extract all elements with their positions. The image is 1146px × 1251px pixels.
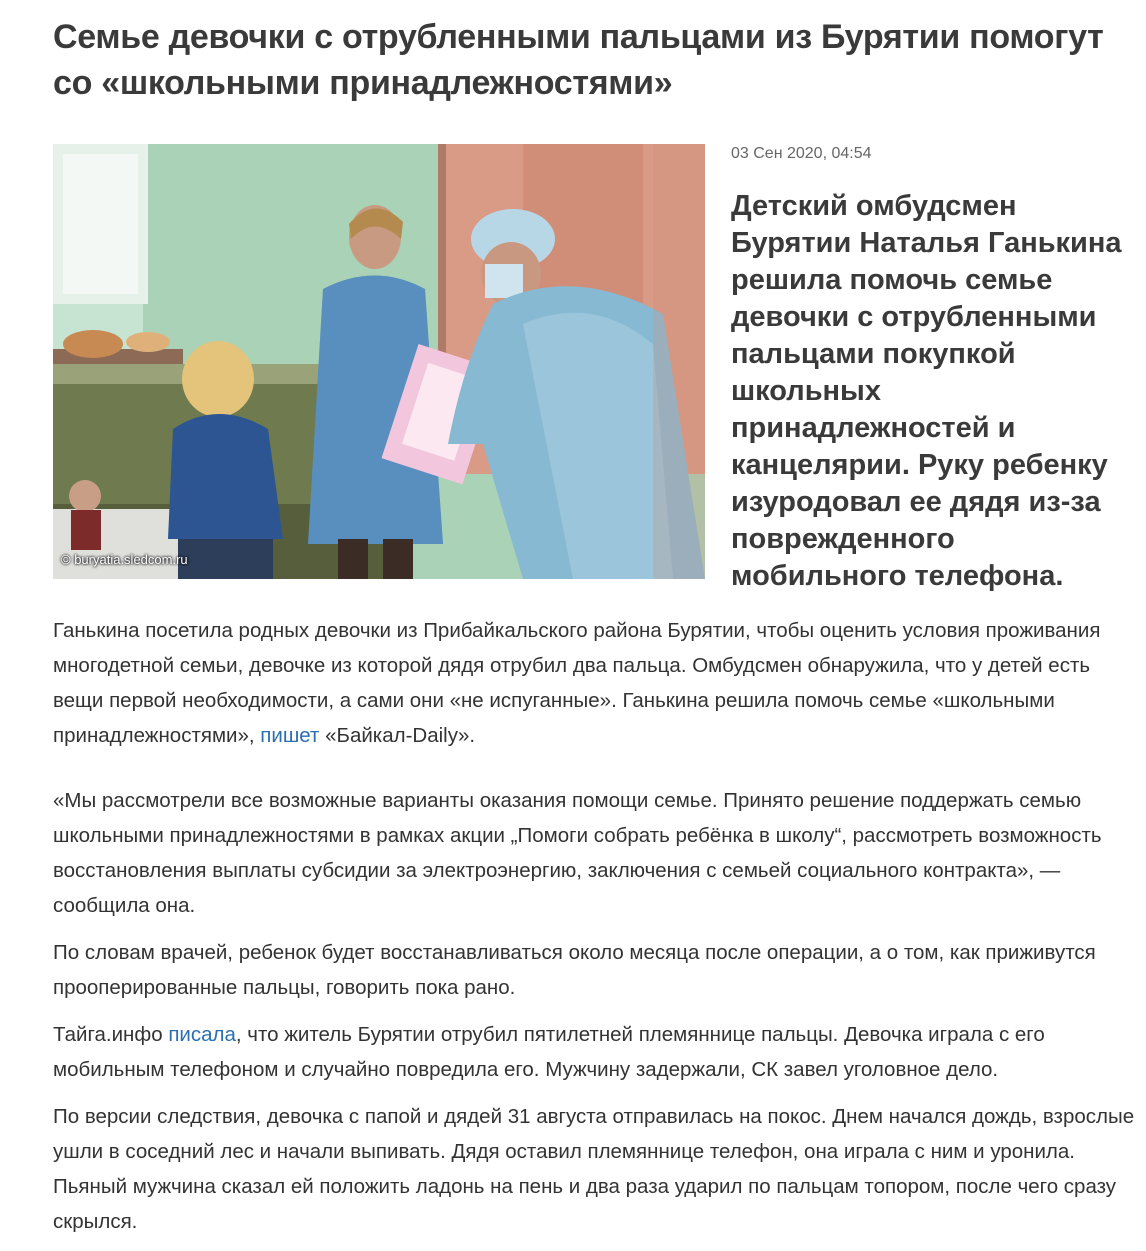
article-paragraph: По словам врачей, ребенок будет восстанавливаться около месяца после операции, а о том, как приживутся прооперированные пальцы, говорить пока рано. — [53, 941, 1096, 999]
paragraph-text: , что житель Бурятии отрубил пятилетней племяннице пальцы. Девочка играла с его мобильным телефоном и случайно повредила его. Мужчину задержали, СК завел уголовное дело. — [53, 1023, 1045, 1081]
paragraph-text: Тайга.инфо — [53, 1023, 169, 1046]
paragraph-text: Ганькина посетила родных девочки из Прибайкальского района Бурятии, чтобы оценить условия проживания многодетной семьи, девочке из которой дядя отрубил два пальца. Омбудсмен обнаружила, что у детей есть вещи первой необходимости, а сами они «не испуганные». Ганькина решила помочь семье «школьными принадлежностями», — [53, 619, 1101, 747]
article-paragraph-quote: «Мы рассмотрели все возможные варианты оказания помощи семье. Принято решение поддержать семью школьными принадлежностями в рамках акции „Помоги собрать ребёнка в школу“, рассмотреть возможность восстановления выплаты субсидии за электроэнергию, заключения с семьей социального контракта», — сообщила она. — [53, 789, 1102, 917]
article-photo[interactable] — [53, 144, 705, 579]
source-link[interactable]: пишет — [260, 724, 320, 747]
article-headline: Семье девочки с отрубленными пальцами из Бурятии помогут со «школьными принадлежностями» — [53, 18, 1104, 102]
article-paragraph — [53, 613, 1135, 753]
publish-date: 03 Сен 2020, 04:54 — [731, 145, 872, 162]
paragraph-text: «Байкал-Daily». — [319, 724, 476, 747]
photo-credit: © buryatia.sledcom.ru — [61, 552, 188, 567]
hospital-room-illustration — [53, 144, 705, 579]
related-article-link[interactable]: писала — [168, 1023, 236, 1046]
article-lead-section — [53, 144, 1135, 765]
article-paragraph: По версии следствия, девочка с папой и дядей 31 августа отправилась на покос. Днем начался дождь, взрослые ушли в соседний лес и начали выпивать. Дядя оставил племяннице телефон, она играла с ним и уронила. Пьяный мужчина сказал ей положить ладонь на пень и два раза ударил по пальцам топором, после чего сразу скрылся. — [53, 1105, 1135, 1233]
article-paragraph — [53, 1017, 1135, 1087]
article — [53, 0, 1135, 1251]
article-lead: Детский омбудсмен Бурятии Наталья Ганькина решила помочь семье девочки с отрубленными пальцами покупкой школьных принадлежностей и канцелярии. Руку ребенку изуродовал ее дядя из-за поврежденного мобильного телефона. — [731, 190, 1122, 592]
